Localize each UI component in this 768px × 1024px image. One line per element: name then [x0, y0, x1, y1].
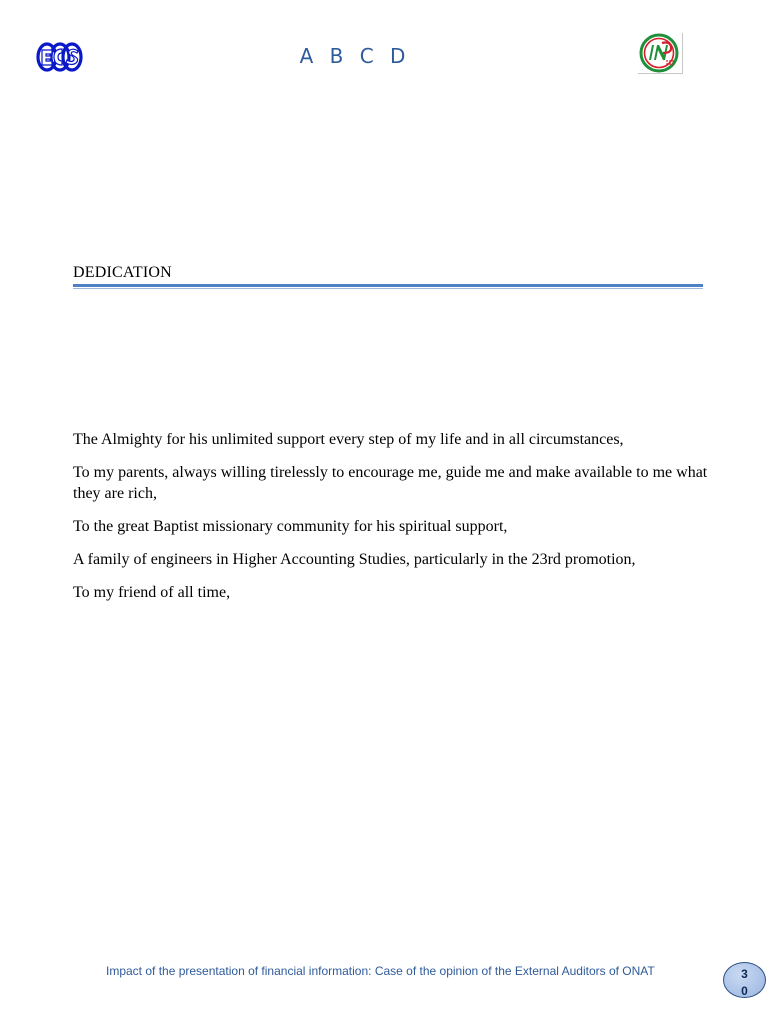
dedication-paragraph: A family of engineers in Higher Accounting Studies, particularly in the 23rd promotion, — [73, 551, 636, 568]
page-number: 30 — [741, 967, 748, 998]
dedication-paragraph: To my parents, always willing tirelessly to encourage me, guide me and make available to me what they are rich, — [73, 464, 708, 502]
inp-logo-graphic — [638, 33, 682, 73]
inp-logo — [638, 33, 683, 74]
heading-underline — [73, 284, 703, 289]
footer-text: Impact of the presentation of financial information: Case of the opinion of the External Auditors of ONAT — [106, 964, 655, 978]
dedication-paragraph: To the great Baptist missionary community for his spiritual support, — [73, 518, 508, 535]
header-title: A B C D — [299, 44, 411, 68]
dedication-paragraph: To my friend of all time, — [73, 584, 231, 601]
heading-underline-thick — [73, 284, 703, 287]
dedication-body — [73, 429, 713, 615]
dedication-paragraph: The Almighty for his unlimited support every step of my life and in all circumstances, — [73, 431, 624, 448]
dedication-heading: DEDICATION — [73, 264, 172, 281]
heading-underline-thin — [73, 288, 703, 289]
page-number-badge — [723, 962, 766, 998]
